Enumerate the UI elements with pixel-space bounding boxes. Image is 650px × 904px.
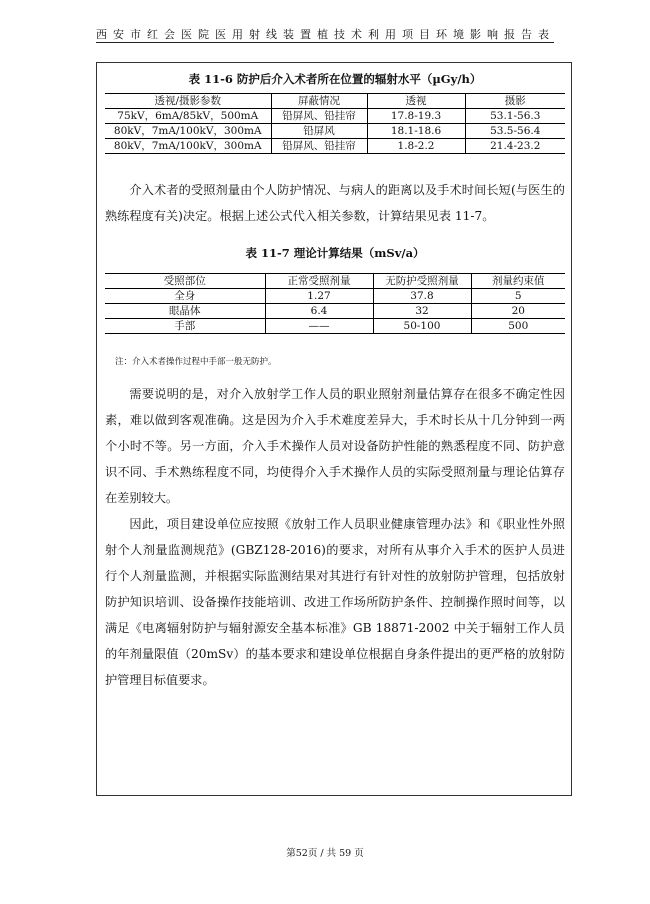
table-row [105, 289, 565, 304]
paragraph-text: 因此，项目建设单位应按照《放射工作人员职业健康管理办法》和《职业性外照射个人剂量监测规范》(GBZ128-2016)的要求，对所有从事介入手术的医护人员进行个人剂量监测，并根据实际监测结果对其进行有针对性的放射防护管理，包括放射防护知识培训、设备操作技能培训、改进工作场所防护条件、控制操作照时间等，以满足《电离辐射防护与辐射源安全基本标准》GB 18871-2002 中关于辐射工作人员的年剂量限值（20mSv）的基本要求和建设单位根据自身条件提出的更严格的放射防护管理目标值要求。 [105, 517, 565, 687]
table1-header-fluoroscopy: 透视 [367, 94, 465, 109]
table-cell: 铅屏风、铅挂帘 [271, 109, 367, 124]
page-number: 第52页 / 共 59 页 [286, 848, 364, 859]
table-cell: 53.5-56.4 [465, 124, 565, 139]
table-cell: 眼晶体 [105, 304, 265, 319]
table-cell: 18.1-18.6 [367, 124, 465, 139]
table-11-6 [105, 93, 565, 154]
table-row [105, 304, 565, 319]
table-cell: 80kV，7mA/100kV，300mA [105, 124, 271, 139]
table-cell: 53.1-56.3 [465, 109, 565, 124]
table-cell: 全身 [105, 289, 265, 304]
table-cell: 20 [471, 304, 565, 319]
table-cell: 17.8-19.3 [367, 109, 465, 124]
table1-header-params: 透视/摄影参数 [105, 94, 271, 109]
paragraph-text: 需要说明的是，对介入放射学工作人员的职业照射剂量估算存在很多不确定性因素，难以做到客观准确。这是因为介入手术难度差异大，手术时长从十几分钟到一两个小时不等。另一方面，介入手术操作人员对设备防护性能的熟悉程度不同、防护意识不同、手术熟练程度不同，均使得介入手术操作人员的实际受照剂量与理论估算存在差别较大。 [105, 387, 565, 505]
table-cell: —— [265, 319, 373, 334]
table-cell: 32 [373, 304, 471, 319]
table-cell: 500 [471, 319, 565, 334]
table-cell: 21.4-23.2 [465, 139, 565, 154]
table-cell: 铅屏风、铅挂帘 [271, 139, 367, 154]
paragraph-conclusion [105, 511, 565, 693]
table-cell: 铅屏风 [271, 124, 367, 139]
paragraph-uncertainty [105, 381, 565, 511]
table2-header-unprotected-dose: 无防护受照剂量 [373, 274, 471, 289]
table-cell: 37.8 [373, 289, 471, 304]
table-cell: 1.8-2.2 [367, 139, 465, 154]
table-cell: 手部 [105, 319, 265, 334]
table2-header-dose-constraint: 剂量约束值 [471, 274, 565, 289]
table-row [105, 319, 565, 334]
paragraph-text: 介入术者的受照剂量由个人防护情况、与病人的距离以及手术时间长短(与医生的熟练程度有关)决定。根据上述公式代入相关参数，计算结果见表 11-7。 [105, 183, 565, 223]
table-cell: 50-100 [373, 319, 471, 334]
table-cell: 6.4 [265, 304, 373, 319]
table-cell: 5 [471, 289, 565, 304]
table1-header-radiography: 摄影 [465, 94, 565, 109]
table-note: 注：介入术者操作过程中手部一般无防护。 [115, 357, 277, 367]
content-frame [96, 62, 572, 796]
table-row [105, 124, 565, 139]
table-cell: 1.27 [265, 289, 373, 304]
table2-header-body-part: 受照部位 [105, 274, 265, 289]
table1-header-shielding: 屏蔽情况 [271, 94, 367, 109]
table-cell: 80kV，7mA/100kV，300mA [105, 139, 271, 154]
table-cell: 75kV，6mA/85kV，500mA [105, 109, 271, 124]
header-rule [96, 42, 554, 43]
table-11-7-caption: 表 11-7 理论计算结果（mSv/a） [245, 246, 425, 260]
table-row [105, 109, 565, 124]
report-header: 西安市红会医院医用射线装置植技术利用项目环境影响报告表 [96, 28, 555, 41]
table-11-7 [105, 273, 565, 334]
table-row [105, 139, 565, 154]
table-11-6-caption: 表 11-6 防护后介入术者所在位置的辐射水平（µGy/h） [188, 72, 482, 86]
table2-header-normal-dose: 正常受照剂量 [265, 274, 373, 289]
paragraph-intro [105, 177, 565, 229]
